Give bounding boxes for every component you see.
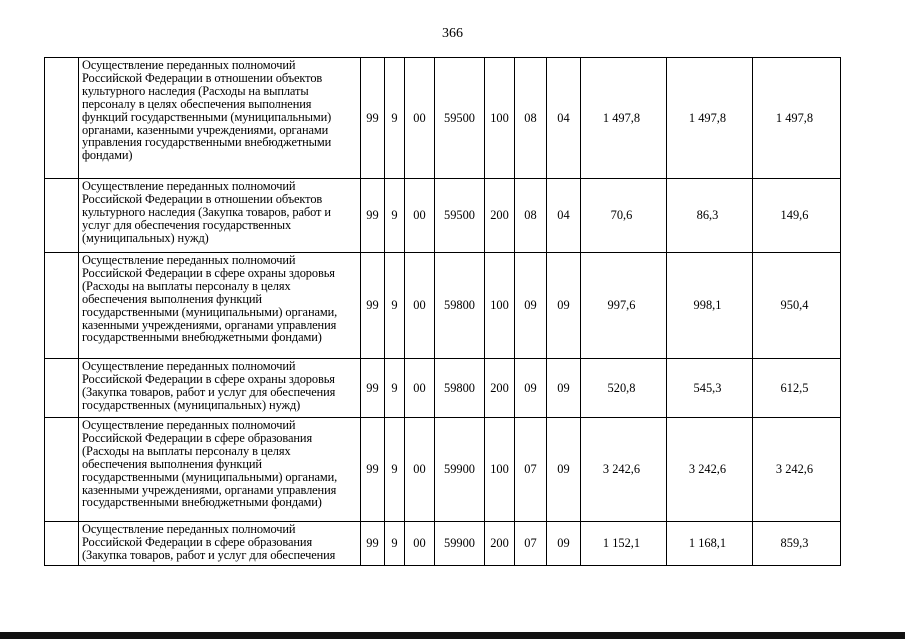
code-cell: 09 (547, 418, 581, 522)
page-number: 366 (442, 26, 463, 41)
table-row (45, 522, 841, 566)
budget-table (44, 57, 841, 566)
amount-cell: 998,1 (667, 253, 753, 359)
code-cell: 99 (361, 179, 385, 253)
code-cell: 9 (385, 179, 405, 253)
code-cell: 100 (485, 253, 515, 359)
code-cell: 59500 (435, 58, 485, 179)
amount-cell: 612,5 (753, 359, 841, 418)
table-row (45, 253, 841, 359)
amount-cell: 86,3 (667, 179, 753, 253)
code-cell: 08 (515, 179, 547, 253)
amount-cell: 3 242,6 (667, 418, 753, 522)
code-cell: 00 (405, 418, 435, 522)
amount-cell: 149,6 (753, 179, 841, 253)
code-cell: 200 (485, 359, 515, 418)
scan-edge-bar (0, 632, 905, 639)
amount-cell: 520,8 (581, 359, 667, 418)
code-cell: 99 (361, 253, 385, 359)
code-cell: 59900 (435, 418, 485, 522)
code-cell: 09 (547, 359, 581, 418)
code-cell: 9 (385, 253, 405, 359)
row-description: Осуществление переданных полномочий Российской Федерации в сфере охраны здоровья (Расходы на выплаты персоналу в целях обеспечения выполнения функций государственными (муниципальными) органами, казенными учреждениями, органами управления государственными внебюджетными фондами) (79, 253, 361, 359)
blank-cell (45, 359, 79, 418)
amount-cell: 1 497,8 (667, 58, 753, 179)
code-cell: 00 (405, 253, 435, 359)
code-cell: 59800 (435, 359, 485, 418)
code-cell: 09 (515, 253, 547, 359)
blank-cell (45, 418, 79, 522)
row-description: Осуществление переданных полномочий Российской Федерации в сфере охраны здоровья (Закупка товаров, работ и услуг для обеспечения государственных (муниципальных) нужд) (79, 359, 361, 418)
code-cell: 59500 (435, 179, 485, 253)
table-row (45, 418, 841, 522)
code-cell: 99 (361, 522, 385, 566)
code-cell: 07 (515, 418, 547, 522)
amount-cell: 1 497,8 (753, 58, 841, 179)
amount-cell: 545,3 (667, 359, 753, 418)
code-cell: 00 (405, 359, 435, 418)
code-cell: 9 (385, 359, 405, 418)
amount-cell: 1 152,1 (581, 522, 667, 566)
row-description: Осуществление переданных полномочий Российской Федерации в сфере образования (Расходы на выплаты персоналу в целях обеспечения выполнения функций государственными (муниципальными) органами, казенными учреждениями, органами управления государственными внебюджетными фондами) (79, 418, 361, 522)
code-cell: 00 (405, 522, 435, 566)
code-cell: 04 (547, 58, 581, 179)
row-description: Осуществление переданных полномочий Российской Федерации в отношении объектов культурного наследия (Расходы на выплаты персоналу в целях обеспечения выполнения функций государственными (муниципальными) органами, казенными учреждениями, органами управления государственными внебюджетными фондами) (79, 58, 361, 179)
code-cell: 100 (485, 58, 515, 179)
table-row (45, 359, 841, 418)
code-cell: 99 (361, 359, 385, 418)
code-cell: 9 (385, 522, 405, 566)
code-cell: 200 (485, 179, 515, 253)
code-cell: 09 (547, 253, 581, 359)
amount-cell: 3 242,6 (753, 418, 841, 522)
code-cell: 9 (385, 58, 405, 179)
amount-cell: 859,3 (753, 522, 841, 566)
amount-cell: 3 242,6 (581, 418, 667, 522)
code-cell: 09 (547, 522, 581, 566)
code-cell: 59900 (435, 522, 485, 566)
code-cell: 59800 (435, 253, 485, 359)
table-row (45, 179, 841, 253)
code-cell: 100 (485, 418, 515, 522)
code-cell: 200 (485, 522, 515, 566)
code-cell: 00 (405, 58, 435, 179)
code-cell: 99 (361, 418, 385, 522)
code-cell: 04 (547, 179, 581, 253)
code-cell: 09 (515, 359, 547, 418)
blank-cell (45, 522, 79, 566)
code-cell: 07 (515, 522, 547, 566)
blank-cell (45, 253, 79, 359)
row-description: Осуществление переданных полномочий Российской Федерации в сфере образования (Закупка товаров, работ и услуг для обеспечения (79, 522, 361, 566)
amount-cell: 997,6 (581, 253, 667, 359)
code-cell: 99 (361, 58, 385, 179)
code-cell: 9 (385, 418, 405, 522)
table-row (45, 58, 841, 179)
amount-cell: 950,4 (753, 253, 841, 359)
blank-cell (45, 58, 79, 179)
amount-cell: 1 497,8 (581, 58, 667, 179)
amount-cell: 70,6 (581, 179, 667, 253)
blank-cell (45, 179, 79, 253)
code-cell: 08 (515, 58, 547, 179)
code-cell: 00 (405, 179, 435, 253)
row-description: Осуществление переданных полномочий Российской Федерации в отношении объектов культурного наследия (Закупка товаров, работ и услуг для обеспечения государственных (муниципальных) нужд) (79, 179, 361, 253)
amount-cell: 1 168,1 (667, 522, 753, 566)
